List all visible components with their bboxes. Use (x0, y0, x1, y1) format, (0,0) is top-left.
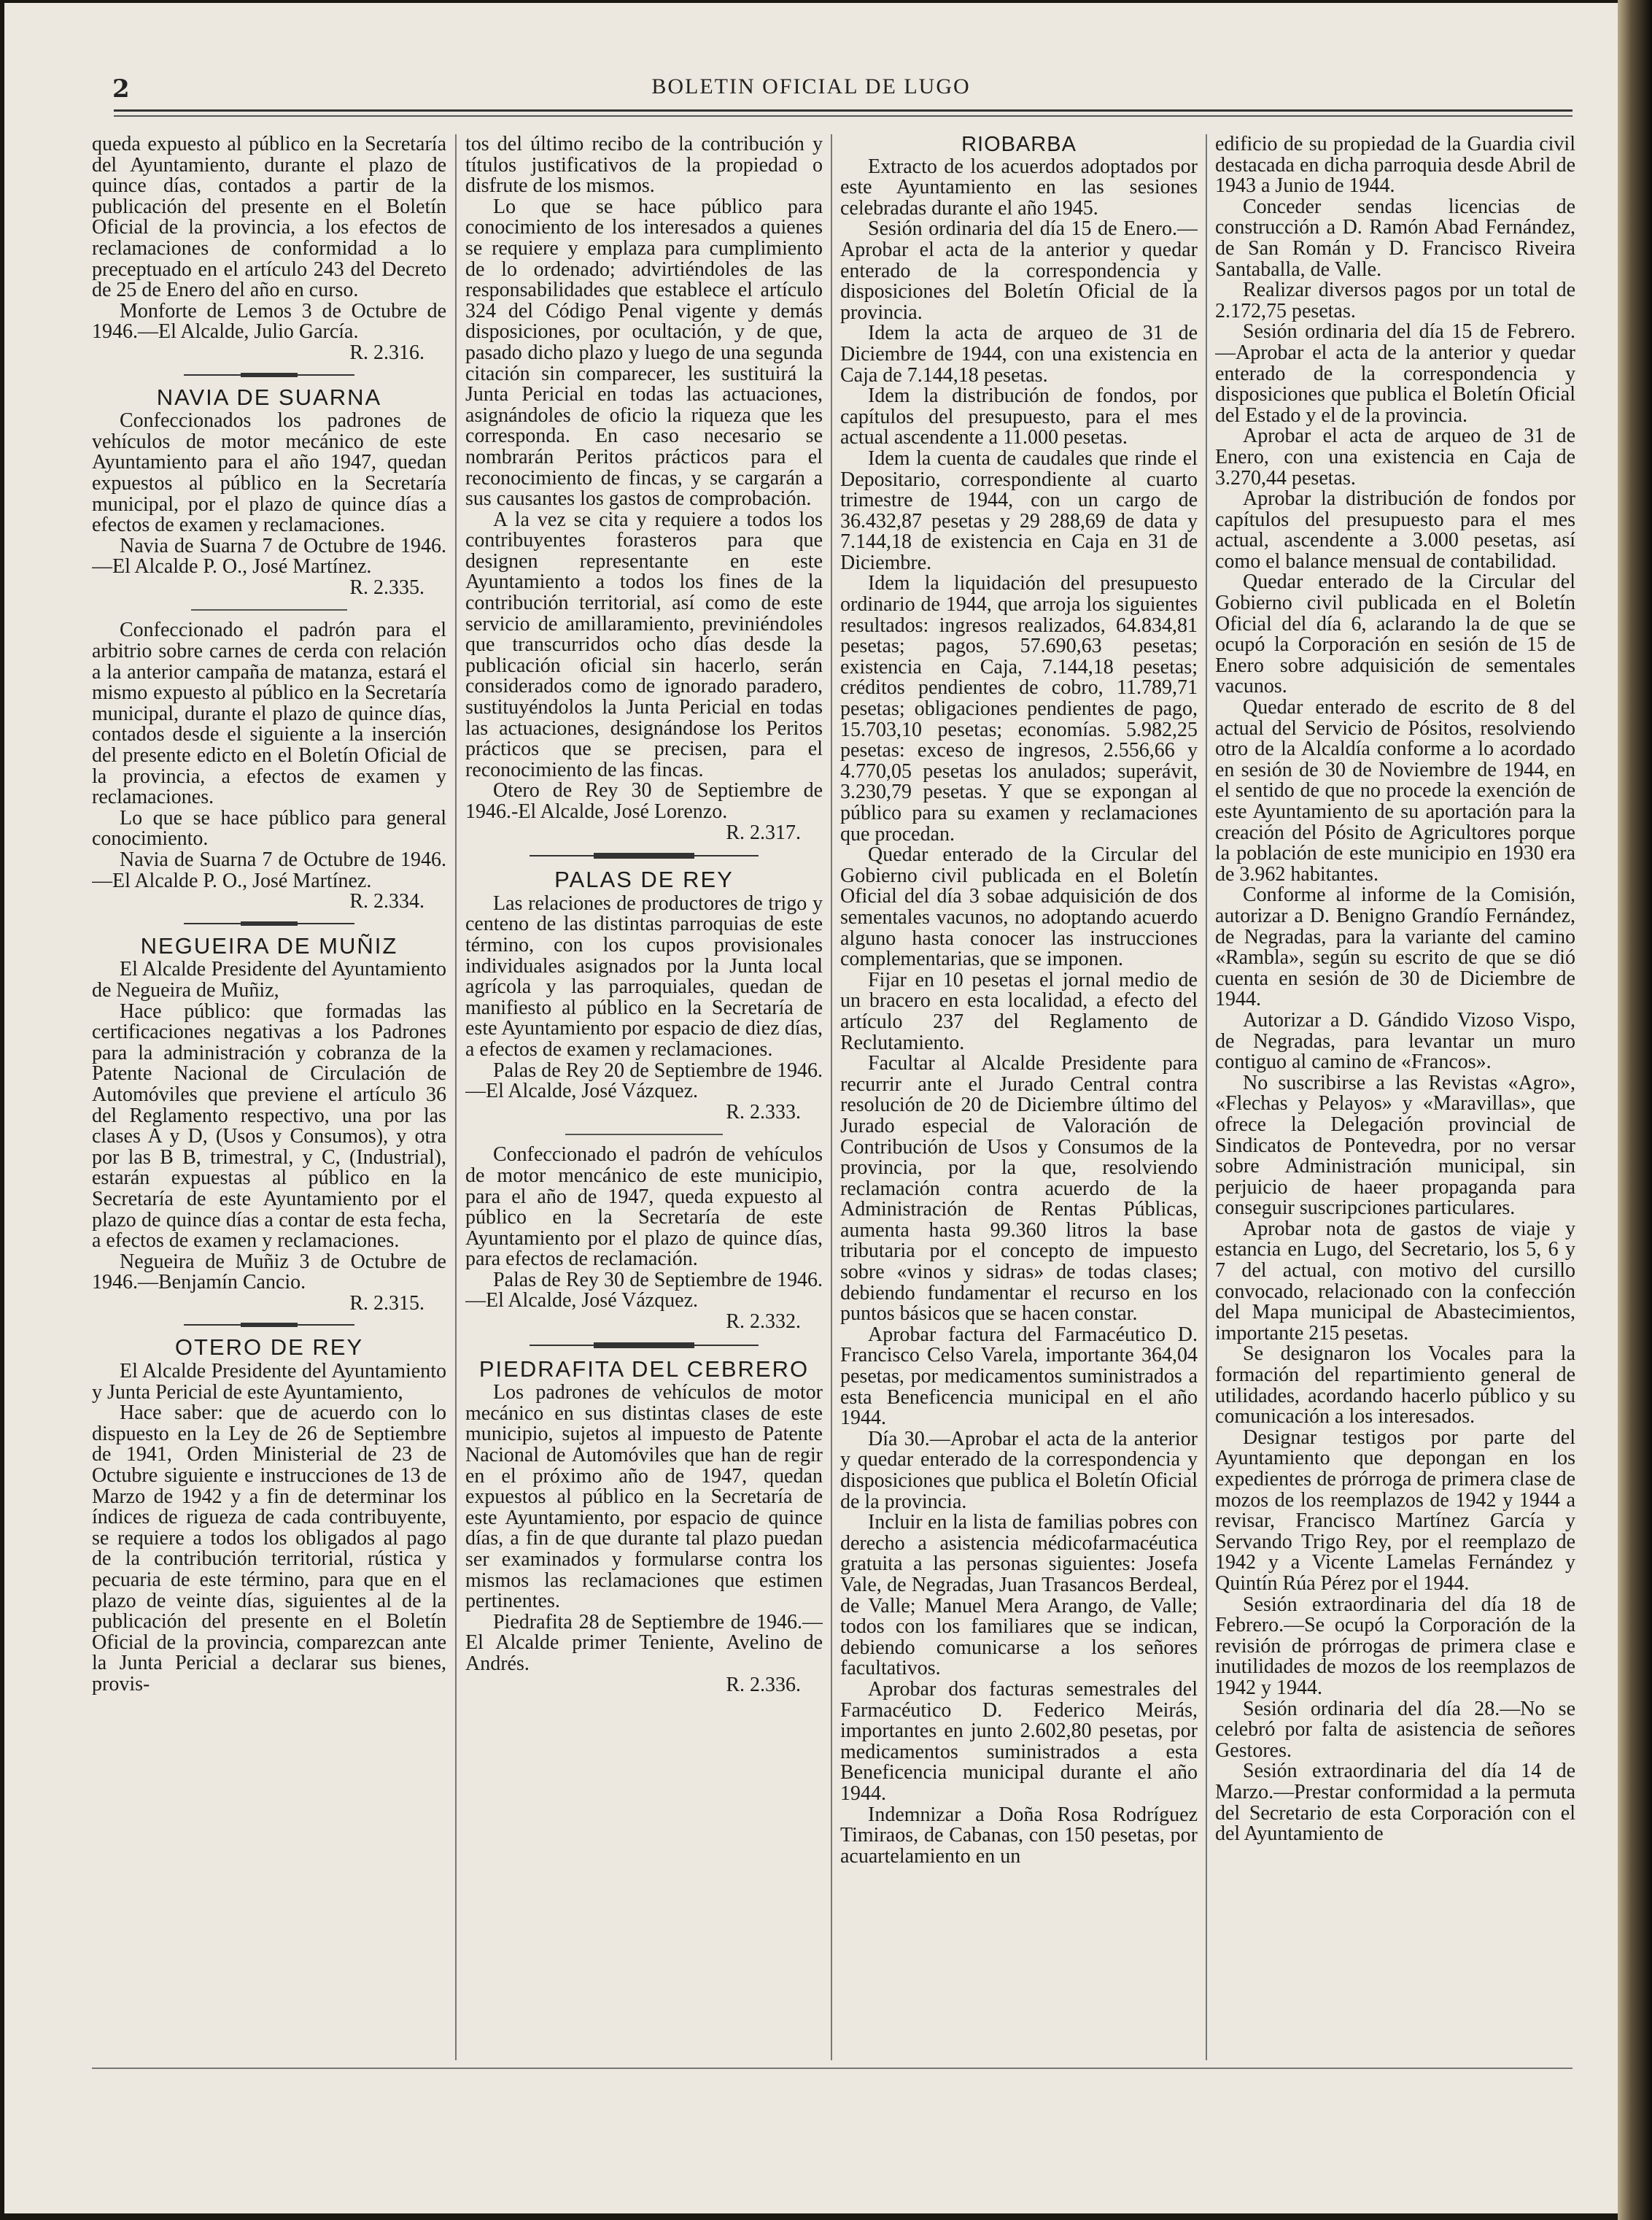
section-title: NEGUEIRA DE MUÑIZ (140, 932, 398, 959)
reference-number: R. 2.336. (726, 1673, 801, 1696)
paragraph: Aprobar dos facturas semestrales del Farmacéutico D. Federico Meirás, importantes en junto 2.602,80 pesetas, por medicamentos suministrados a esta Beneficencia municipal durante el año 1944. (840, 1677, 1198, 1805)
paragraph: Realizar diversos pagos por un total de 2.172,75 pesetas. (1215, 279, 1575, 322)
paragraph: Designar testigos por parte del Ayuntamiento que depongan en los expedientes de prórroga de primera clase de mozos de los reemplazos de 1942 y 1944 a revisar, Francisco Martínez García y Servando Trigo Rey, por el reemplazo de 1942 y a Vicente Lamelas Fernández y Quintín Rúa Pérez por el 1944. (1215, 1426, 1575, 1595)
ornamental-rule (465, 849, 823, 862)
paragraph: Aprobar nota de gastos de viaje y estancia en Lugo, del Secretario, los 5, 6 y 7 del actual, con motivo del cursillo convocado, relacionado con la confección del Mapa municipal de Abastecimientos, importante 215 pesetas. (1215, 1217, 1575, 1345)
header-rule (114, 115, 1572, 117)
paragraph: Hace público: que formadas las certificaciones negativas a los Padrones para la administración y cobranza de la Patente Nacional de Circulación de Automóviles que previene el artículo 36 del Reglamento respectivo, una por las clases A y D, (Usos y Consumos), y otra por las B B, trimestral, y C, (Industrial), estarán expuestas al público en la Secretaría de este Ayuntamiento por el plazo de quince días a contar de esta fecha, a efectos de examen y reclamaciones. (92, 999, 446, 1253)
bottom-rule (92, 2068, 1572, 2069)
reference-number: R. 2.333. (726, 1100, 801, 1123)
paragraph: Autorizar a D. Gándido Vizoso Vispo, de Negradas, para levantar un muro contiguo al camino de «Francos». (1215, 1008, 1575, 1074)
paragraph: Los padrones de vehículos de motor mecánico en sus distintas clases de este municipio, sujetos al impuesto de Patente Nacional de Automóviles que han de regir en el próximo año de 1947, quedan expuestos al público en la Secretaría de este Ayuntamiento, por espacio de quince días, a fin de que durante tal plazo puedan ser examinados y formularse contra los mismos las reclamaciones que estimen pertinentes. (465, 1381, 823, 1613)
reference-number: R. 2.335. (349, 576, 424, 599)
section-title: NAVIA DE SUARNA (156, 384, 382, 410)
paragraph: queda expuesto al público en la Secretaría del Ayuntamiento, durante el plazo de quince días, contados a partir de la publicación del presente en el Boletín Oficial de la provincia, a los efectos de reclamaciones de conformidad a lo preceptuado en el artículo 243 del Decreto de 25 de Enero del año en curso. (92, 134, 446, 302)
page-number: 2 (112, 74, 130, 104)
paragraph: Idem la liquidación del presupuesto ordinario de 1944, que arroja los siguientes resultados: ingresos realizados, 64.834,81 pesetas; pagos, 57.690,63 pesetas; existencia en Caja, 7.144,18 pesetas; créditos pendientes de cobro, 11.789,71 pesetas; obligaciones pendientes de pago, 15.703,10 pesetas; economías. 5.982,25 pesetas: exceso de ingresos, 2.556,66 y 4.770,05 pesetas los anulados; superávit, 3.230,79 pesetas. Y que se expongan al público para su examen y reclamaciones que procedan. (840, 572, 1198, 846)
paragraph: Lo que se hace público para general conocimiento. (92, 806, 446, 851)
paragraph: Navia de Suarna 7 de Octubre de 1946.—El Alcalde P. O., José Martínez. (92, 848, 446, 892)
paragraph: Confeccionado el padrón de vehículos de motor mencánico de este municipio, para el año de 1947, queda expuesto al público en la Secretaría de este Ayuntamiento por el plazo de quince días, para efectos de reclamación. (465, 1143, 823, 1271)
paragraph: Idem la cuenta de caudales que rinde el Depositario, correspondiente al cuarto trimestre de 1944, con un cargo de 36.432,87 pesetas y 29 288,69 de data y 7.144,18 de existencia en Caja en 31 de Diciembre. (840, 446, 1198, 574)
paragraph: Incluir en la lista de familias pobres con derecho a asistencia médicofarmacéutica gratuita a las personas siguientes: Josefa Vale, de Negradas, Juan Trasancos Berdeal, de Valle; Manuel Mera Arango, de Valle; todos con los familiares que se indican, debiendo comunicarse a los señores facultativos. (840, 1511, 1198, 1680)
paragraph: Negueira de Muñiz 3 de Octubre de 1946.—Benjamín Cancio. (92, 1250, 446, 1294)
binding-shadow (1618, 0, 1652, 2220)
paragraph: Aprobar el acta de arqueo de 31 de Enero, con una existencia en Caja de 3.270,44 pesetas. (1215, 425, 1575, 490)
paragraph: Conforme al informe de la Comisión, autorizar a D. Benigno Grandío Fernández, de Negradas, para la variante del camino «Rambla», según su escrito de que se dió cuenta en sesión de 30 de Diciembre de 1944. (1215, 883, 1575, 1011)
paragraph: Palas de Rey 30 de Septiembre de 1946.—El Alcalde, José Vázquez. (465, 1268, 823, 1312)
ornamental-rule (92, 1320, 446, 1330)
column-divider (831, 134, 832, 2060)
paragraph: Día 30.—Aprobar el acta de la anterior y quedar enterado de la correspondencia y disposiciones que publica el Boletín Oficial de la provincia. (840, 1427, 1198, 1513)
paragraph: A la vez se cita y requiere a todos los contribuyentes forasteros para que designen representante en este Ayuntamiento a todos los fines de la contribución territorial, así como de este servicio de amillaramiento, previniéndoles que transcurridos ocho días desde la publicación oficial sin hacerlo, serán considerados como de ignorado paradero, sustituyéndolos la Junta Pericial en todas las actuaciones, designándose los Peritos prácticos que se precisen, para el reconocimiento de las fincas. (465, 508, 823, 781)
paragraph: Quedar enterado de la Circular del Gobierno civil publicada en el Boletín Oficial del día 6, aclarando la de que se ocupó la Corporación en sesión de 15 de Enero sobre adquisición de sementales vacunos. (1215, 571, 1575, 698)
paragraph: Palas de Rey 20 de Septiembre de 1946.—El Alcalde, José Vázquez. (465, 1059, 823, 1103)
paragraph: Fijar en 10 pesetas el jornal medio de un bracero en esta localidad, a efecto del artículo 237 del Reglamento de Reclutamiento. (840, 968, 1198, 1054)
reference-number: R. 2.315. (349, 1291, 424, 1315)
reference-number: R. 2.332. (726, 1310, 801, 1334)
separator-rule (92, 606, 446, 614)
paragraph: Sesión ordinaria del día 28.—No se celebró por falta de asistencia de señores Gestores. (1215, 1697, 1575, 1762)
ornamental-rule (465, 1339, 823, 1352)
paragraph: Hace saber: que de acuerdo con lo dispuesto en la Ley de 26 de Septiembre de 1941, Orden Ministerial de 23 de Octubre siguiente e instrucciones de 13 de Marzo de 1942 y a fin de determinar los índices de rigueza de cada contribuyente, se requiere a todos los obligados al pago de la contribución territorial, rústica y pecuaria de este término, para que en el plazo de veinte días, siguientes al de la publicación del presente en el Boletín Oficial de la provincia, comparezcan ante la Junta Pericial a declarar sus bienes, provis- (92, 1401, 446, 1695)
paragraph: Monforte de Lemos 3 de Octubre de 1946.—El Alcalde, Julio García. (92, 299, 446, 344)
paragraph: Extracto de los acuerdos adoptados por este Ayuntamiento en las sesiones celebradas durante el año 1945. (840, 155, 1198, 220)
column-divider (455, 134, 457, 2060)
section-title: PALAS DE REY (554, 867, 734, 893)
paragraph: Piedrafita 28 de Septiembre de 1946.—El Alcalde primer Teniente, Avelino de Andrés. (465, 1610, 823, 1675)
ornamental-rule (92, 918, 446, 929)
paragraph: El Alcalde Presidente del Ayuntamiento de Negueira de Muñiz, (92, 958, 446, 1002)
paragraph: Otero de Rey 30 de Septiembre de 1946.-El Alcalde, José Lorenzo. (465, 779, 823, 823)
column-divider (1206, 134, 1207, 2060)
paragraph: Aprobar la distribución de fondos por capítulos del presupuesto para el mes actual, ascendente a 3.000 pesetas, así como el balance mensual de contabilidad. (1215, 487, 1575, 573)
paragraph: Quedar enterado de la Circular del Gobierno civil publicada en el Boletín Oficial del día 3 sobae adquisición de dos sementales vacunos, no adoptando acuerdo alguno hasta conocer las instrucciones complementarias, que se imponen. (840, 843, 1198, 971)
reference-number: R. 2.334. (349, 890, 424, 913)
paragraph: Confeccionado el padrón para el arbitrio sobre carnes de cerda con relación a la anterior campaña de matanza, estará el mismo expuesto al público en la Secretaría municipal, durante el plazo de quince días, contados desde el siguiente a la inserción del presente edicto en el Boletín Oficial de la provincia, a efectos de examen y reclamaciones. (92, 619, 446, 809)
column-2 (465, 134, 823, 2060)
separator-rule (465, 1130, 823, 1139)
paragraph: Sesión ordinaria del día 15 de Enero.—Aprobar el acta de la anterior y quedar enterado de la correspondencia y disposiciones del Boletín Oficial de la provincia. (840, 217, 1198, 324)
reference-number: R. 2.316. (349, 341, 424, 364)
paragraph: No suscribirse a las Revistas «Agro», «Flechas y Pelayos» y «Maravillas», que ofrece la Delegación provincial de Sindicatos de Pontevedra, por no versar sobre Administración municipal, sin perjuicio de haeer propaganda para conseguir suscripciones particulares. (1215, 1071, 1575, 1220)
ornamental-rule (92, 370, 446, 380)
paragraph: Sesión extraordinaria del día 14 de Marzo.—Prestar conformidad a la permuta del Secretario de esta Corporación con el del Ayuntamiento de (1215, 1760, 1575, 1846)
paragraph: Facultar al Alcalde Presidente para recurrir ante el Jurado Central contra resolución de 20 de Diciembre último del Jurado especial de Valoración de Contribución de Usos y Consumos de la provincia, por la que, resolviendo reclamación contra acuerdo de la Administración de Rentas Públicas, aumenta hasta 99.360 litros la base tributaria por el concepto de impuesto sobre «vinos y sidras» de todas clases; debiendo fundamentar el recurso en los puntos básicos que se hacen constar. (840, 1052, 1198, 1326)
paragraph: tos del último recibo de la contribución y títulos justificativos de la propiedad o disfrute de los mismos. (465, 134, 823, 198)
running-title: BOLETIN OFICIAL DE LUGO (651, 74, 971, 98)
newspaper-page (4, 3, 1618, 2213)
column-1 (92, 134, 446, 2060)
reference-number: R. 2.317. (726, 821, 801, 844)
paragraph: Las relaciones de productores de trigo y centeno de las distintas parroquias de este término, con los cupos provisionales individuales asignados por la Junta local agrícola y las parroquiales, quedan de manifiesto al público en la Secretaría de este Ayuntamiento por espacio de diez días, a efectos de examen y reclamaciones. (465, 892, 823, 1061)
paragraph: edificio de su propiedad de la Guardia civil destacada en dicha parroquia desde Abril de 1943 a Junio de 1944. (1215, 134, 1575, 198)
header-rule (114, 109, 1572, 112)
page-header (4, 3, 1618, 127)
paragraph: Aprobar factura del Farmacéutico D. Francisco Celso Varela, importante 364,04 pesetas, por medicamentos suministrados a esta Beneficencia municipal en el año 1944. (840, 1323, 1198, 1430)
section-title: PIEDRAFITA DEL CEBRERO (478, 1355, 810, 1382)
paragraph: Lo que se hace público para conocimiento de los interesados a quienes se requiere y emplaza para cumplimiento de lo ordenado; advirtiéndoles de las responsabilidades que establece el artículo 324 del Código Penal vigente y demás disposiciones, por ocultación, y de que, pasado dicho plazo y luego de una segunda citación sin comparecer, les sustituirá la Junta Pericial en todas las actuaciones, asignándoles de oficio la riqueza que les corresponda. En caso necesario se nombrarán Peritos prácticos para el reconocimiento de fincas, y se cargarán a sus causantes los gastos de comprobación. (465, 195, 823, 511)
paragraph: Confeccionados los padrones de vehículos de motor mecánico de este Ayuntamiento para el año 1947, quedan expuestos al público en la Secretaría municipal, por el plazo de quince días a efectos de examen y reclamaciones. (92, 409, 446, 537)
paragraph: Conceder sendas licencias de construcción a D. Ramón Abad Fernández, de San Román y D. Francisco Riveira Santaballa, de Valle. (1215, 195, 1575, 281)
paragraph: Sesión extraordinaria del día 18 de Febrero.—Se ocupó la Corporación de la revisión de prórrogas de primera clase e inutilidades de mozos de los reemplazos de 1942 y 1944. (1215, 1593, 1575, 1699)
section-title: OTERO DE REY (174, 1334, 364, 1361)
paragraph: El Alcalde Presidente del Ayuntamiento y Junta Pericial de este Ayuntamiento, (92, 1360, 446, 1404)
paragraph: Sesión ordinaria del día 15 de Febrero.—Aprobar el acta de la anterior y quedar enterado de la correspondencia y disposiciones que publica el Boletín Oficial del Estado y el de la provincia. (1215, 320, 1575, 427)
section-title: RIOBARBA (961, 134, 1077, 156)
paragraph: Quedar enterado de escrito de 8 del actual del Servicio de Pósitos, resolviendo otro de la Alcaldía conforme a lo acordado en sesión de 30 de Noviembre de 1944, en el sentido de que no procede la exención de este Ayuntamiento de su aportación para la creación del Pósito de Agricultores porque la población de este municipio en 1930 era de 3.962 habitantes. (1215, 696, 1575, 886)
paragraph: Navia de Suarna 7 de Octubre de 1946.—El Alcalde P. O., José Martínez. (92, 534, 446, 579)
paragraph: Idem la acta de arqueo de 31 de Diciembre de 1944, con una existencia en Caja de 7.144,18 pesetas. (840, 322, 1198, 387)
paragraph: Se designaron los Vocales para la formación del repartimiento general de utilidades, acordando hacerlo público y su comunicación a los interesados. (1215, 1342, 1575, 1428)
column-3 (840, 134, 1198, 2060)
paragraph: Indemnizar a Doña Rosa Rodríguez Timiraos, de Cabanas, con 150 pesetas, por acuartelamiento en un (840, 1803, 1198, 1868)
column-4 (1215, 134, 1575, 2060)
paragraph: Idem la distribución de fondos, por capítulos del presupuesto, para el mes actual ascendente a 11.000 pesetas. (840, 384, 1198, 449)
